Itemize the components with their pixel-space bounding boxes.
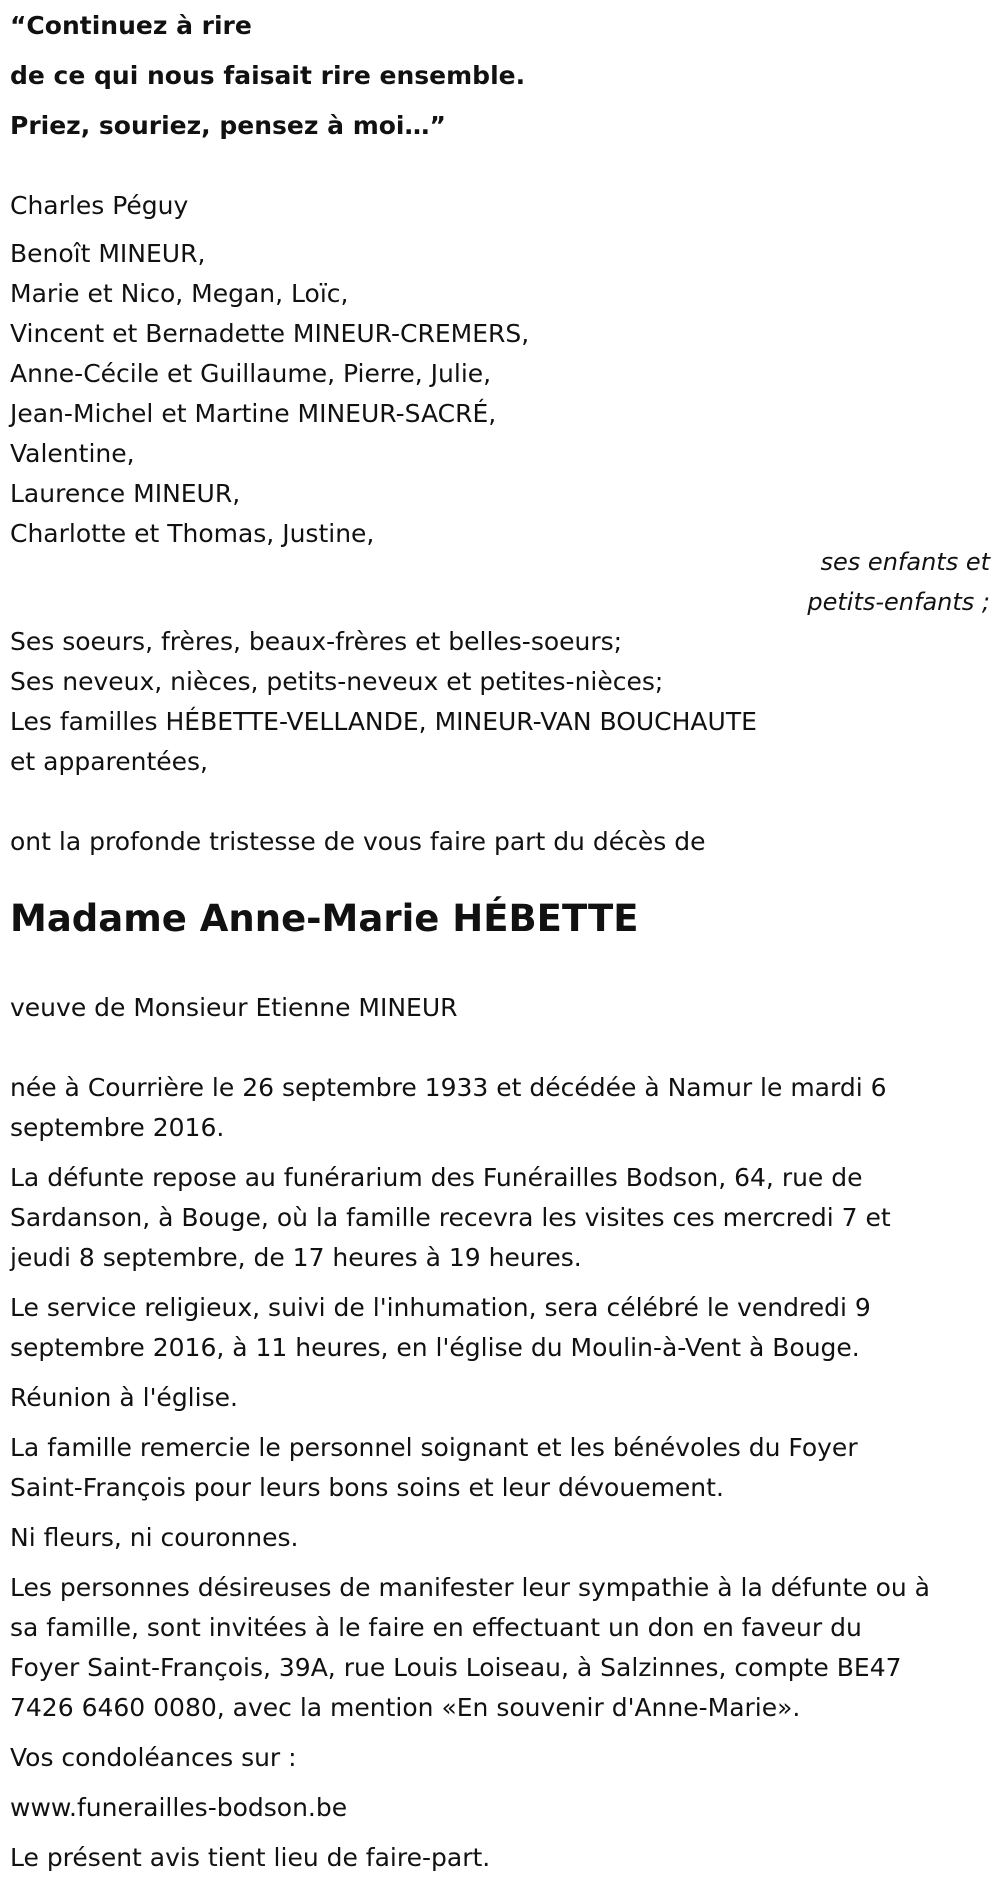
family-line: Benoît MINEUR, [10,239,206,268]
birth-death-line-2: septembre 2016. [10,1113,225,1142]
announcement-text: ont la profonde tristesse de vous faire part du décès de [10,827,706,856]
thanks-line-2: Saint-François pour leurs bons soins et leur dévouement. [10,1473,724,1502]
service-line-1: Le service religieux, suivi de l'inhumation, sera célébré le vendredi 9 [10,1293,871,1322]
relatives-line: et apparentées, [10,747,208,776]
widow-of-text: veuve de Monsieur Etienne MINEUR [10,993,458,1022]
funerarium-line-2: Sardanson, à Bouge, où la famille recevra les visites ces mercredi 7 et [10,1203,891,1232]
quote-line-1: “Continuez à rire [10,11,252,40]
service-line-2: septembre 2016, à 11 heures, en l'église du Moulin-à-Vent à Bouge. [10,1333,860,1362]
family-line: Anne-Cécile et Guillaume, Pierre, Julie, [10,359,492,388]
deceased-name: Madame Anne-Marie HÉBETTE [10,897,639,940]
funerarium-line-1: La défunte repose au funérarium des Funérailles Bodson, 64, rue de [10,1163,863,1192]
donation-line-4: 7426 6460 0080, avec la mention «En souvenir d'Anne-Marie». [10,1693,801,1722]
quote-line-3: Priez, souriez, pensez à moi…” [10,111,446,140]
family-role-line-1: ses enfants et [820,548,990,576]
family-line: Valentine, [10,439,135,468]
family-line: Vincent et Bernadette MINEUR-CREMERS, [10,319,530,348]
relatives-line: Ses neveux, nièces, petits-neveux et petites-nièces; [10,667,664,696]
condolences-label: Vos condoléances sur : [10,1743,297,1772]
family-line: Marie et Nico, Megan, Loïc, [10,279,349,308]
relatives-line: Les familles HÉBETTE-VELLANDE, MINEUR-VAN BOUCHAUTE [10,707,757,736]
relatives-line: Ses soeurs, frères, beaux-frères et belles-soeurs; [10,627,623,656]
quote-line-2: de ce qui nous faisait rire ensemble. [10,61,526,90]
closing-text: Le présent avis tient lieu de faire-part. [10,1843,491,1872]
donation-line-2: sa famille, sont invitées à le faire en effectuant un don en faveur du [10,1613,862,1642]
funerarium-line-3: jeudi 8 septembre, de 17 heures à 19 heures. [10,1243,582,1272]
family-line: Jean-Michel et Martine MINEUR-SACRÉ, [10,399,497,428]
reunion-text: Réunion à l'église. [10,1383,238,1412]
family-role-line-2: petits-enfants ; [807,588,990,616]
donation-line-1: Les personnes désireuses de manifester leur sympathie à la défunte ou à [10,1573,930,1602]
no-flowers-text: Ni fleurs, ni couronnes. [10,1523,299,1552]
quote-author: Charles Péguy [10,191,189,220]
birth-death-line-1: née à Courrière le 26 septembre 1933 et décédée à Namur le mardi 6 [10,1073,887,1102]
website-link[interactable]: www.funerailles-bodson.be [10,1793,348,1822]
donation-line-3: Foyer Saint-François, 39A, rue Louis Loiseau, à Salzinnes, compte BE47 [10,1653,902,1682]
family-line: Laurence MINEUR, [10,479,241,508]
family-line: Charlotte et Thomas, Justine, [10,519,375,548]
thanks-line-1: La famille remercie le personnel soignant et les bénévoles du Foyer [10,1433,858,1462]
